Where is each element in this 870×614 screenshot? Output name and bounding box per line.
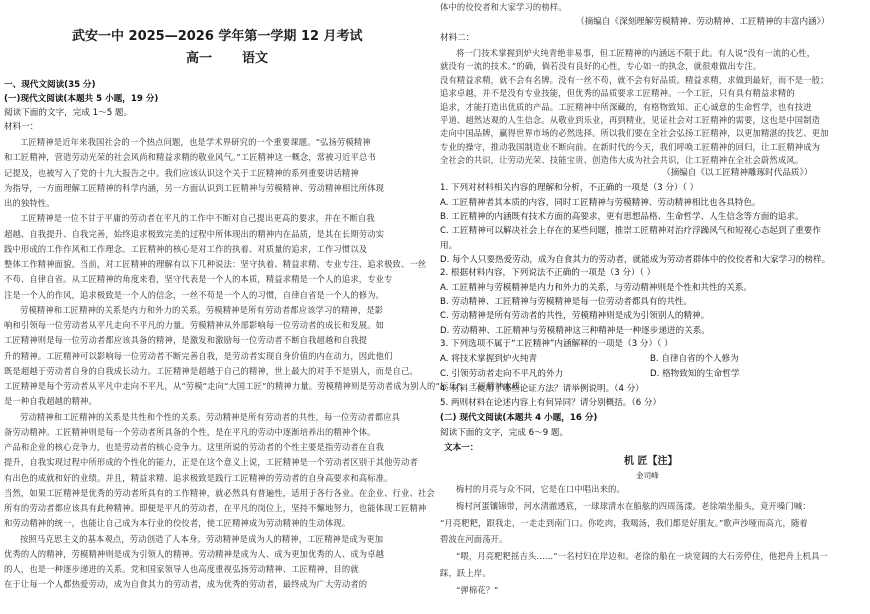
- text-line: 梅村河蛋镶锦带，河水清澈透底，一球球清水在船舷的四周荡漾。老徐端坐船头，竟开嗓门喊：: [456, 500, 811, 511]
- material-label: 材料一：: [4, 122, 39, 132]
- text-line: 梅村的月亮与众不同，它是在口中唱出来的。: [456, 484, 625, 494]
- answer-option: A. 工匠精神者其本质的内容，同时工匠精神与劳模精神、劳动精神相比也各具特色。: [440, 198, 761, 208]
- subsection-heading: (一)现代文阅读(本题共 5 小题，19 分): [4, 94, 159, 104]
- text-line: 将一门技术掌握到炉火纯青绝非易事，但工匠精神的内涵远不限于此。有人说“没有一流的心性，: [456, 48, 816, 58]
- text-line: 踩，跃上岸。: [440, 568, 491, 578]
- text-line: 工匠精神是近年来我国社会的一个热点问题，也是学术界研究的一个重要课题。“弘扬劳模精神: [20, 137, 371, 147]
- answer-option: C. 工匠精神可以解决社会上存在的某些问题，推崇工匠精神对治疗浮躁风气和短视心态起到了重要作: [440, 226, 821, 237]
- text-line: 劳动精神和工匠精神的关系是共性和个性的关系。劳动精神是所有劳动者的共性，每一位劳动者都应具: [20, 411, 401, 422]
- material-label: 材料二：: [440, 33, 475, 43]
- answer-option: C. 引领劳动者走向不平凡的外力: [440, 368, 564, 379]
- text-line: 工匠精神是一位不甘于平庸的劳动者在平凡的工作中不断对自己提出更高的要求，并在不断自我: [20, 213, 375, 224]
- text-line: 和劳动精神的统一，也能让自己成为本行业的佼佼者，使工匠精神成为劳动精神的生动体现。: [4, 518, 351, 529]
- text-line: 优秀的人的精神，劳模精神则是成为引领人的精神。劳动精神是成为人、成为更加优秀的人、成为卓越: [4, 548, 385, 559]
- text-line: 全社会的共识，让劳动光荣、技能宝贵、创造伟大成为社会共识，让工匠精神在全社会蔚然成风。: [440, 155, 804, 166]
- text-line: 就没有一流的技术。”的确，倘若没有良好的心性，专心如一的执念，就很难做出专注。: [440, 61, 762, 72]
- story-title: 机 匠【注】: [624, 456, 678, 467]
- source-citation: （摘编自《深刻理解劳模精神、劳动精神、工匠精神的丰富内涵》）: [576, 17, 830, 27]
- text-line: 响和引领每一位劳动者从平凡走向不平凡的力量。劳模精神从外部影响每一位劳动者的成长和发展。如: [4, 320, 385, 330]
- answer-option: A. 将技术掌握到炉火纯青: [440, 354, 538, 364]
- text-line: 碧波在河面荡开。: [440, 534, 508, 545]
- reading-instruction: 阅读下面的文字，完成 6～9 题。: [440, 428, 569, 438]
- text-line: 和工匠精神，营造劳动光荣的社会风尚和精益求精的敬业风气。”工匠精神这一概念，常被习近平总书: [4, 152, 376, 163]
- subject-label: 语文: [242, 51, 269, 66]
- text-line: 升的精神。工匠精神可以影响每一位劳动者不断完善自我，是劳动者实现自身价值的内在动力，因此他们: [4, 350, 393, 361]
- text-line: 在于让每一个人都热爱劳动，成为自食其力的劳动者，成为优秀的劳动者，最终成为广大劳动者的: [4, 579, 368, 590]
- continued-line: 体中的佼佼者和大家学习的榜样。: [440, 2, 567, 12]
- text-line: 提升，自我实现过程中所形成的个性化的能力，正是在这个意义上说，工匠精神是一个劳动者区别于其他劳动者: [4, 457, 418, 468]
- answer-option: A. 工匠精神与劳模精神是内力和外力的关系，与劳动精神则是个性和共性的关系。: [440, 283, 752, 293]
- answer-option: D. 劳动精神、工匠精神与劳模精神这三种精神是一种逐步递进的关系。: [440, 325, 710, 336]
- answer-option: C. 劳动精神是所有劳动者的共性，劳模精神则是成为引领别人的精神。: [440, 311, 710, 322]
- reading-instruction: 阅读下面的文字，完成 1～5 题。: [4, 108, 133, 118]
- right-column: [436, 0, 870, 614]
- text-line: 的人，也是一种逐步递进的关系。党和国家领导人也高度重视弘扬劳动精神、工匠精神，目的就: [4, 564, 359, 574]
- grade-label: 高一: [186, 51, 213, 66]
- text-line: 践中形成的工作作风和工作理念。工匠精神的核心是对工作的执着、对质量的追求，工作习惯以及: [4, 243, 368, 254]
- source-citation: （摘编自《以工匠精神雕琢时代品质》）: [662, 168, 813, 178]
- section-heading: 一、现代文阅读(35 分): [4, 80, 96, 90]
- text-line: 所有的劳动者都应该具有此种精神。即便是平凡的劳动者，在平凡的岗位上，坚持不懈地努力，也能体现工匠精神: [4, 503, 427, 513]
- text-line: 既是超越于劳动者自身的自我成长动力。工匠精神是超越于自己的精神，世上最大的对手不是别人，而是自己。: [4, 365, 418, 376]
- answer-option: D. 每个人只要热爱劳动，成为自食其力的劳动者，就能成为劳动者群体中的佼佼者和大家学习的榜样。: [440, 254, 831, 265]
- text-line: 走向中国品牌，赢得世界市场的必然选择。所以我们要在全社会弘扬工匠精神，以更加精湛的技艺、更加: [440, 128, 829, 139]
- question-3: 3. 下列选项不属于“工匠精神”内涵解释的一项是（3 分）（ ）: [440, 339, 673, 349]
- text-line: 当然，如果工匠精神是优秀的劳动者所具有的工作精神，就必然具有普遍性，适用于各行各业。在企业、行业、社会: [4, 487, 435, 498]
- text-line: 专业的操守，推动我国制造业不断向前。在新时代的今天，我们呼唤工匠精神的回归，让工匠精神成为: [440, 141, 821, 152]
- text-line: 按照马克思主义的基本观点，劳动创造了人本身。劳动精神是成为人的精神，工匠精神是成为更加: [20, 533, 384, 544]
- answer-option: B. 自律自省的个人修为: [650, 354, 739, 364]
- text-line: 注是一个人的作风，追求极致是一个人的信念，一丝不苟是一个人的习惯，自律自省是一个人的修为。: [4, 289, 385, 300]
- answer-option: B. 劳动精神、工匠精神与劳模精神是每一位劳动者都具有的共性。: [440, 297, 692, 308]
- answer-option: D. 格物致知的生命哲学: [650, 368, 740, 379]
- text-line: 超越、自我提升、自我完善，始终追求极致完美的过程中所体现出的精神内在品质，是其在长期劳动实: [4, 228, 385, 239]
- text-line: “弹棉花？”: [456, 584, 499, 595]
- answer-option: 用。: [440, 240, 458, 251]
- subsection-heading: (二) 现代文阅读(本题共 4 小题，16 分): [440, 413, 598, 423]
- question-2: 2. 根据材料内容，下列说法不正确的一项是（3 分）（ ）: [440, 268, 656, 278]
- text-line: 整体工作精神面貌。当前，对工匠精神的理解有以下几种说法：坚守执着、精益求精、专业专注、追求极致、一丝: [4, 259, 427, 269]
- text-line: 有出色的成就和好的业绩。并且，精益求精、追求极致是践行工匠精神的劳动者的自身高要求和高标准。: [4, 472, 393, 483]
- text-line: 记提及，也被写入了党的十九大报告之中。我们应该认识这个关于工匠精神的系列重要讲话精神: [4, 167, 359, 178]
- text-line: 工匠精神是每个劳动者从平凡中走向不平凡，从“劳模”走向“大国工匠”的精神力量。劳模精神则是劳动者成为别人的“标兵”。工匠精神本质: [4, 381, 521, 391]
- text-line: 追求卓越，并不是没有专业技能，但优秀的品质要求工匠精神。一个工匠，只有具有精益求精的: [440, 88, 795, 99]
- text-line: 产品和企业的核心竞争力，也是劳动者的核心竞争力。这里所说的劳动者的个性主要是指劳动者在自我: [4, 442, 385, 452]
- text-line: 不苟、自律自省。从工匠精神的角度来看，坚守代表是一个人的本质，精益求精是一个人的追求，专业专: [4, 274, 393, 285]
- story-author: 金司峰: [636, 471, 659, 480]
- text-line: 为指导，一方面理解工匠精神的科学内涵，另一方面认识到工匠精神与劳模精神、劳动精神相比所体现: [4, 182, 385, 193]
- question-5: 5. 两则材料在论述内容上有何异同？请分别概括。（6 分）: [440, 398, 662, 408]
- answer-option: B. 工匠精神的内涵既有技术方面的高要求，更有思想品格、生命哲学、人生信念等方面的追求。: [440, 212, 804, 223]
- text-line: 备劳动精神。工匠精神则是每一个劳动者所具备的个性，是在平凡的劳动中逐渐培养出的精神个体。: [4, 426, 376, 437]
- text-line: “喂，月亮粑粑摇吉头……”一名村妇在岸边和。老徐的船在一块宽阔的大石旁停住，他把舟上机具一: [456, 551, 829, 562]
- text-label: 文本一：: [444, 443, 479, 453]
- text-line: “月亮粑粑，跟我走，一走走到南门口。你吃肉，我喝汤，我们都是好朋友。”歌声沙哑而高亢，随着: [440, 517, 808, 528]
- text-line: 出的独特性。: [4, 198, 55, 208]
- text-line: 乎道、超然达观的人生信念。从敬业到乐业，再到精业，见证社会对工匠精神的需要，这也是中国制造: [440, 115, 821, 125]
- question-4: 4. 材料二使用了哪些论证方法？请举例说明。（4 分）: [440, 384, 644, 394]
- text-line: 没有精益求精，就不会有名牌。没有一丝不苟，就不会有好品质。精益求精，求做到最好，而不是一般；: [440, 74, 829, 85]
- text-line: 追求，才能打造出优质的产品。工匠精神中所深藏的，有格物致知、正心诚意的生命哲学，也有技进: [440, 101, 812, 112]
- text-line: 劳模精神和工匠精神的关系是内力和外力的关系。劳模精神是所有劳动者都应该学习的精神，是影: [20, 304, 384, 315]
- text-line: 是一种自我超越的精神。: [4, 396, 97, 407]
- text-line: 工匠精神则是每一位劳动者都应该具备的精神，是激发和激励每一位劳动者不断自我超越和自我提: [4, 335, 368, 346]
- question-1: 1. 下列对材料相关内容的理解和分析，不正确的一项是（3 分）（ ）: [440, 183, 699, 193]
- exam-title: 武安一中 2025—2026 学年第一学期 12 月考试: [72, 29, 363, 44]
